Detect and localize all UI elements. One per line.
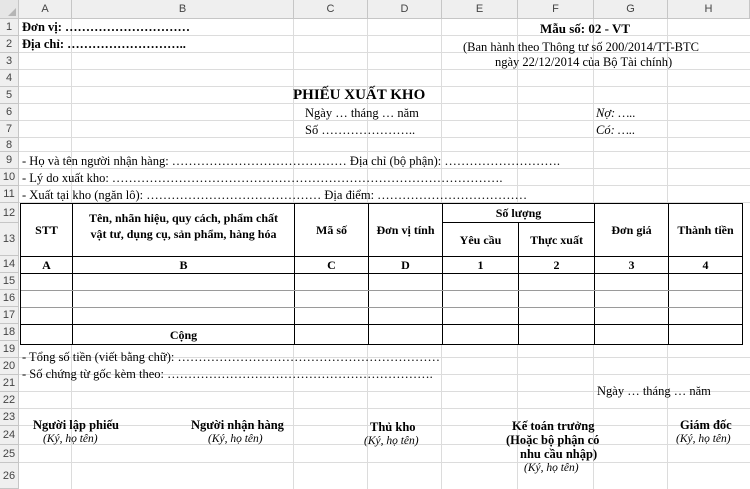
header-don-gia: Đơn giá <box>611 223 652 237</box>
index-a: A <box>42 258 51 272</box>
cong-label: Cộng <box>169 327 198 342</box>
co-line: Có: ….. <box>596 123 636 137</box>
sig-giam-doc-ky: (Ký, họ tên) <box>676 433 731 445</box>
column-header-f[interactable]: F <box>518 0 594 19</box>
header-ma-so: Mã số <box>316 223 347 237</box>
header-ten-line-1: Tên, nhãn hiệu, quy cách, phẩm chất <box>88 211 279 225</box>
dia-chi-label: Địa chỉ: ……………………….. <box>22 37 186 51</box>
row-header-1[interactable]: 1 <box>0 19 19 36</box>
date-line: Ngày … tháng … năm <box>305 106 419 120</box>
so-line: Số ………………….. <box>305 123 416 137</box>
sig-nguoi-lap: Người lập phiếu <box>33 418 119 432</box>
index-c: C <box>327 258 336 272</box>
row-header-12[interactable]: 12 <box>0 203 19 223</box>
row-header-18[interactable]: 18 <box>0 324 19 341</box>
items-table <box>20 203 743 345</box>
index-1: 1 <box>477 258 484 272</box>
row-header-19[interactable]: 19 <box>0 341 19 358</box>
row-header-22[interactable]: 22 <box>0 392 19 409</box>
row-header-26[interactable]: 26 <box>0 463 19 489</box>
sig-nguoi-nhan-ky: (Ký, họ tên) <box>208 433 263 445</box>
header-yeu-cau: Yêu cầu <box>459 232 502 247</box>
header-so-luong: Số lượng <box>495 206 542 220</box>
row-header-4[interactable]: 4 <box>0 70 19 87</box>
row-header-9[interactable]: 9 <box>0 152 19 169</box>
column-header-d[interactable]: D <box>368 0 442 19</box>
column-header-b[interactable]: B <box>72 0 294 19</box>
header-stt: STT <box>35 223 58 237</box>
row-header-16[interactable]: 16 <box>0 290 19 307</box>
header-thuc-xuat: Thực xuất <box>530 232 583 247</box>
column-header-h[interactable]: H <box>668 0 750 19</box>
index-d: D <box>401 258 410 272</box>
tong-so-tien-line: - Tổng số tiền (viết bằng chữ): ……………………………………………………… <box>22 350 440 364</box>
page-title: PHIẾU XUẤT KHO <box>293 87 426 103</box>
index-4: 4 <box>702 258 709 272</box>
no-line: Nợ: ….. <box>596 106 636 120</box>
sig-ke-toan-ky: (Ký, họ tên) <box>524 462 579 474</box>
sig-giam-doc: Giám đốc <box>680 418 732 432</box>
don-vi-label: Đơn vị: ………………………… <box>22 20 191 34</box>
row-header-2[interactable]: 2 <box>0 36 19 53</box>
row-header-11[interactable]: 11 <box>0 186 19 203</box>
index-3: 3 <box>628 258 635 272</box>
column-header-a[interactable]: A <box>19 0 72 19</box>
mau-so-label: Mẫu số: 02 - VT <box>540 21 631 36</box>
ban-hanh-line-2: ngày 22/12/2014 của Bộ Tài chính) <box>495 55 673 69</box>
ly-do-line: - Lý do xuất kho: …………………………………………………………………………………. <box>22 171 503 185</box>
row-header-15[interactable]: 15 <box>0 273 19 290</box>
xuat-tai-line: - Xuất tại kho (ngăn lô): …………………………………… Địa điểm: ……………………………… <box>22 188 528 202</box>
header-don-vi-tinh: Đơn vị tính <box>376 223 435 237</box>
column-header-e[interactable]: E <box>442 0 518 19</box>
index-2: 2 <box>553 258 560 272</box>
sig-nguoi-lap-ky: (Ký, họ tên) <box>43 433 98 445</box>
footer-date: Ngày … tháng … năm <box>597 384 711 398</box>
select-all-corner[interactable] <box>0 0 19 19</box>
row-header-20[interactable]: 20 <box>0 358 19 375</box>
chung-tu-line: - Số chứng từ gốc kèm theo: ………………………………………………………. <box>22 367 433 381</box>
ban-hanh-line-1: (Ban hành theo Thông tư số 200/2014/TT-BTC <box>463 40 699 54</box>
row-header-25[interactable]: 25 <box>0 445 19 463</box>
row-header-24[interactable]: 24 <box>0 426 19 445</box>
sig-ke-toan-line-2: (Hoặc bộ phận có <box>506 433 600 447</box>
row-header-14[interactable]: 14 <box>0 256 19 273</box>
row-header-13[interactable]: 13 <box>0 223 19 256</box>
sig-thu-kho: Thủ kho <box>370 420 416 434</box>
sig-ke-toan-line-3: nhu cầu nhập) <box>520 447 598 461</box>
row-header-23[interactable]: 23 <box>0 409 19 426</box>
row-header-21[interactable]: 21 <box>0 375 19 392</box>
row-header-6[interactable]: 6 <box>0 104 19 121</box>
column-header-g[interactable]: G <box>594 0 668 19</box>
index-b: B <box>179 258 188 272</box>
ho-ten-line: - Họ và tên người nhận hàng: …………………………………… Địa chỉ (bộ phận): ………………………. <box>22 154 560 168</box>
header-ten-line-2: vật tư, dụng cụ, sản phẩm, hàng hóa <box>90 227 277 241</box>
row-header-3[interactable]: 3 <box>0 53 19 70</box>
row-header-7[interactable]: 7 <box>0 121 19 138</box>
sig-nguoi-nhan: Người nhận hàng <box>191 418 284 432</box>
row-header-10[interactable]: 10 <box>0 169 19 186</box>
sig-ke-toan: Kế toán trưởng <box>512 419 595 433</box>
header-thanh-tien: Thành tiền <box>677 223 734 237</box>
row-header-17[interactable]: 17 <box>0 307 19 324</box>
sig-thu-kho-ky: (Ký, họ tên) <box>364 435 419 447</box>
column-header-c[interactable]: C <box>294 0 368 19</box>
row-header-5[interactable]: 5 <box>0 87 19 104</box>
row-header-8[interactable]: 8 <box>0 138 19 152</box>
